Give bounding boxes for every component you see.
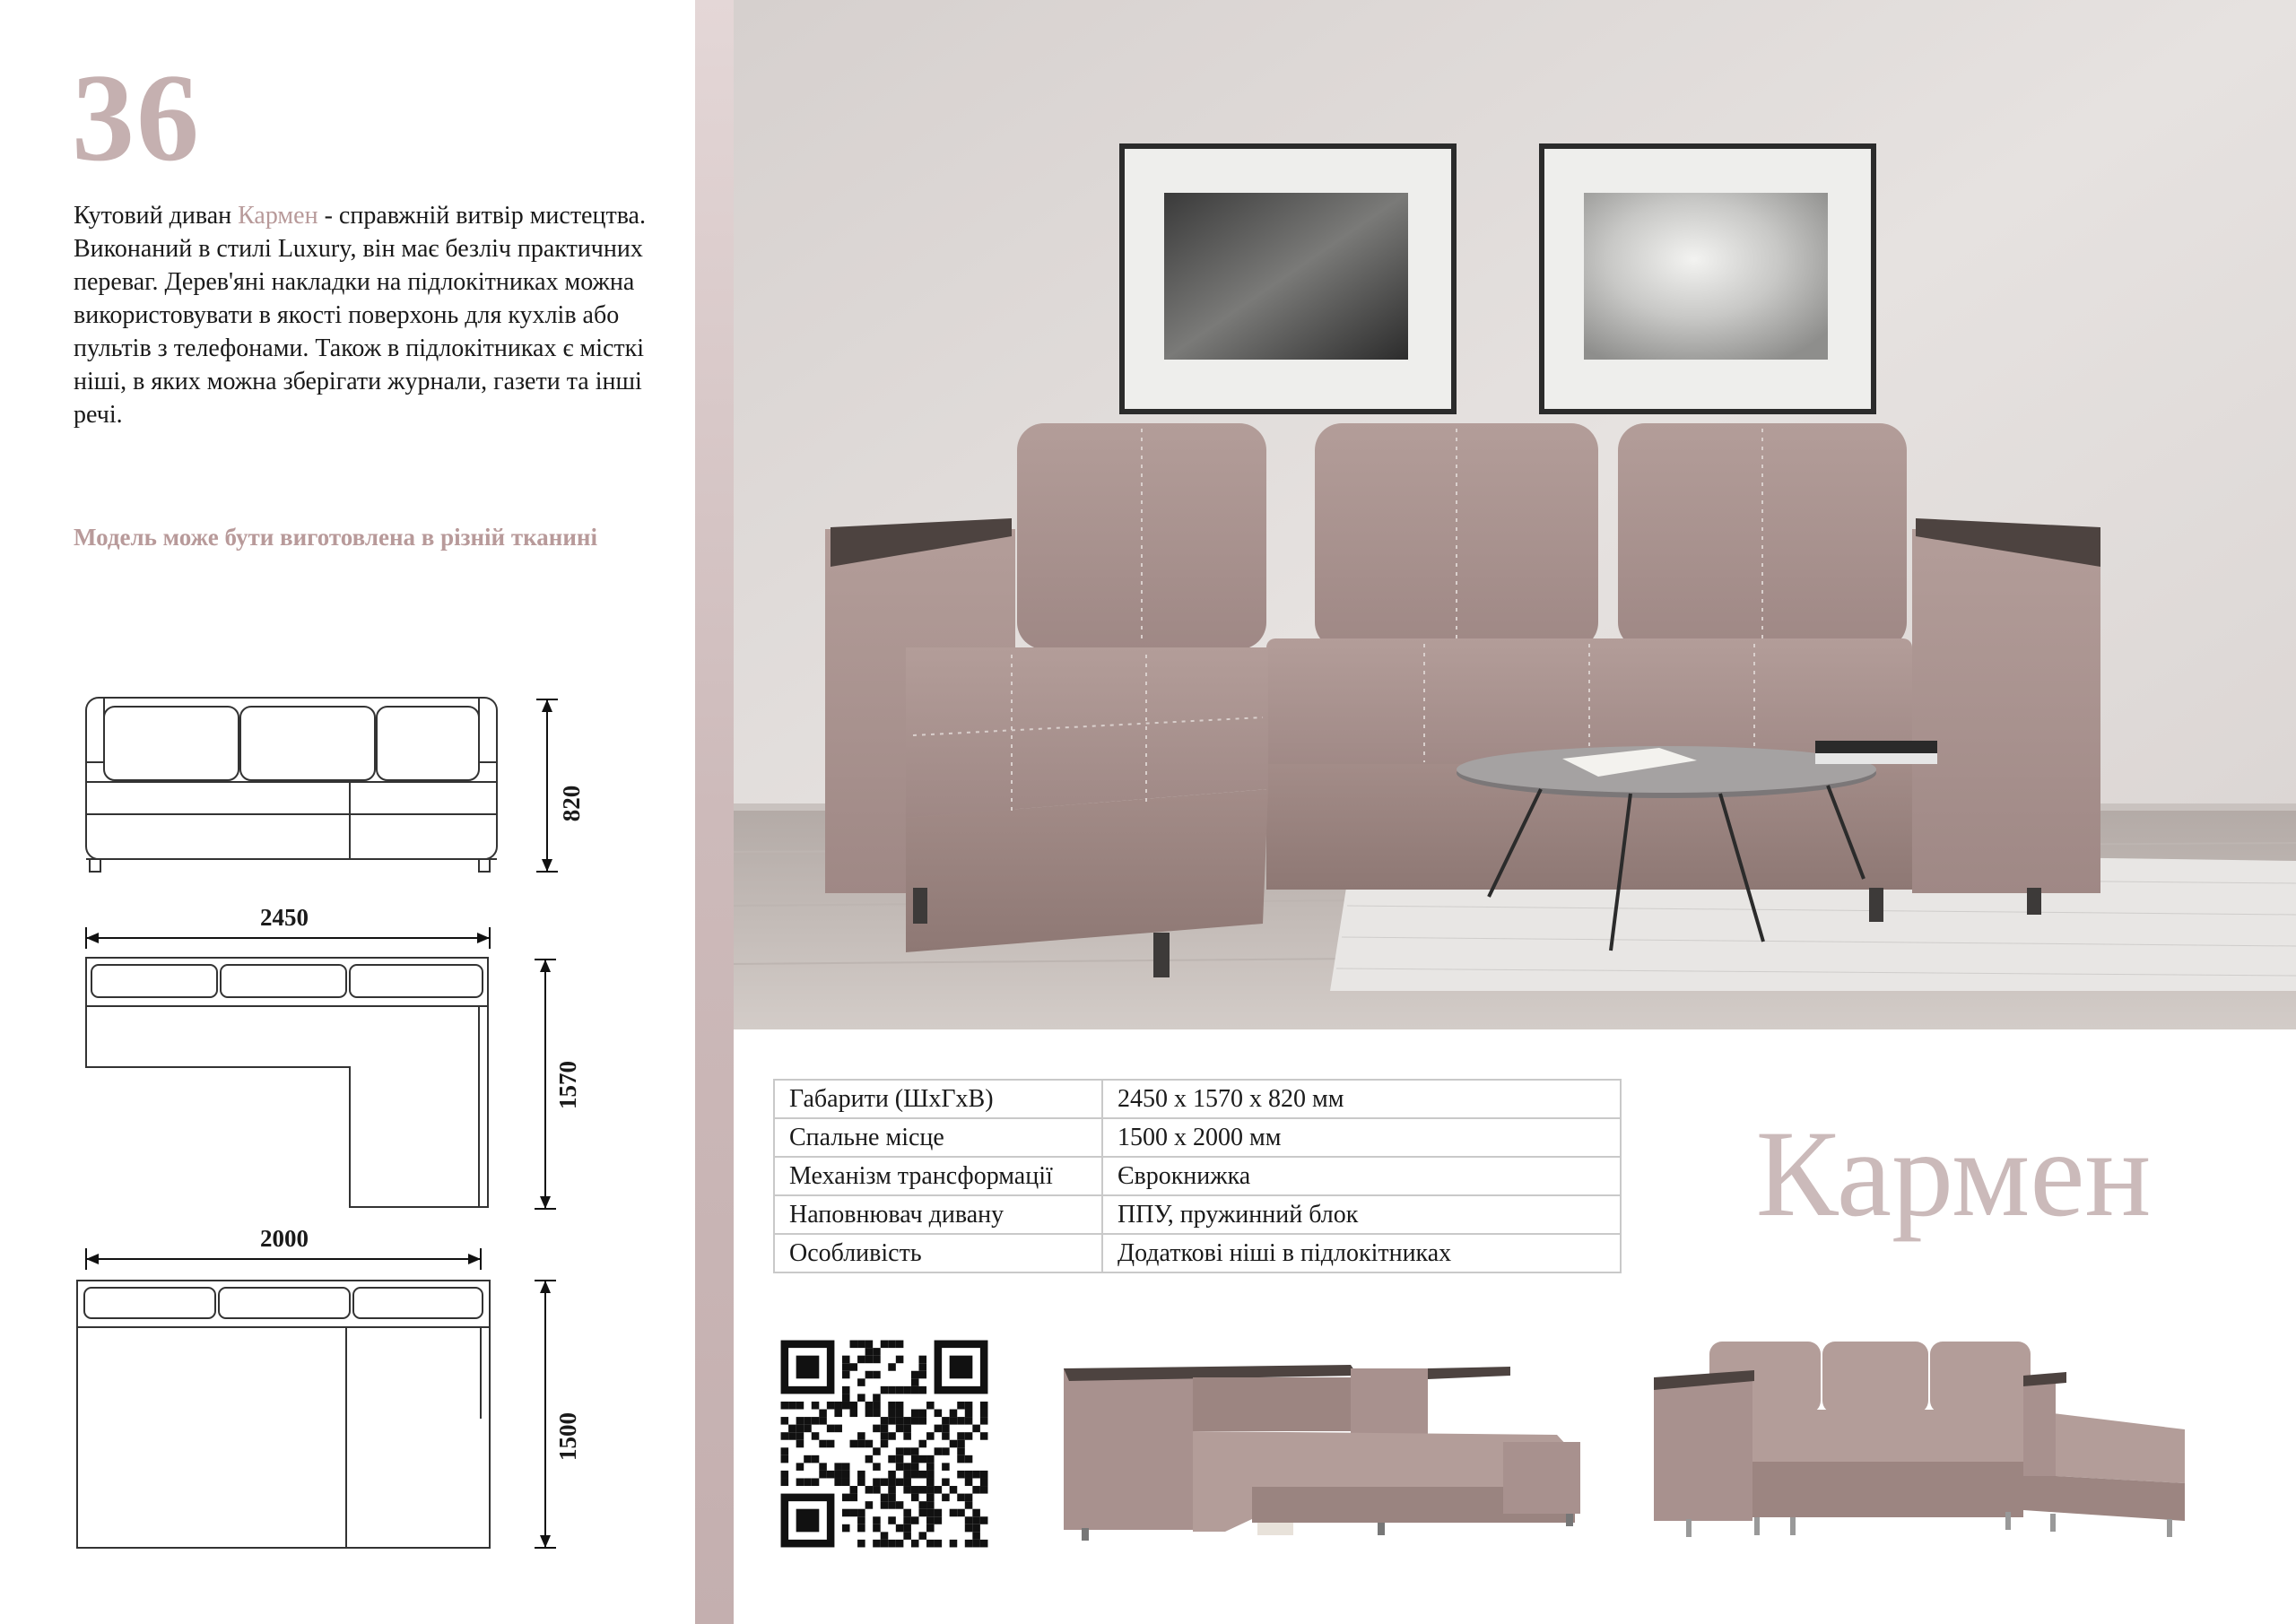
- page-number: 36: [72, 48, 201, 187]
- product-name: Кармен: [1755, 1105, 2152, 1242]
- spec-value: Єврокнижка: [1102, 1157, 1621, 1195]
- top-width-label: 2450: [260, 904, 309, 931]
- table-row: [774, 1195, 1621, 1234]
- spec-value: 2450 х 1570 х 820 мм: [1102, 1080, 1621, 1118]
- spec-label: Механізм трансформації: [774, 1157, 1102, 1195]
- bed-view-drawing: [72, 1221, 581, 1562]
- description: [74, 199, 648, 431]
- decorative-divider: [695, 0, 734, 1624]
- thumbnail-unfolded-sofa: [1055, 1352, 1605, 1550]
- table-row: [774, 1080, 1621, 1118]
- table-row: [774, 1118, 1621, 1157]
- bed-width-label: 2000: [260, 1225, 309, 1252]
- front-view-drawing: [72, 690, 585, 888]
- description-body: - справжній витвір мистецтва. Виконаний в стилі Luxury, він має безліч практичних переваг. Дерев'яні накладки на підлокітниках можна використовувати в якості поверхонь для кухлів або пультів з телефонами. Також в підлокітниках є місткі ніші, в яких можна зберігати журнали, газети та інші речі.: [74, 202, 646, 429]
- thumbnail-corner-sofa: [1647, 1331, 2194, 1550]
- top-depth-label: 1570: [554, 1061, 581, 1109]
- spec-label: Спальне місце: [774, 1118, 1102, 1157]
- left-column: [0, 0, 695, 1624]
- fabric-note: Модель може бути виготовлена в різній тканині: [74, 524, 597, 551]
- spec-value: Додаткові ніші в підлокітниках: [1102, 1234, 1621, 1272]
- qr-code-icon[interactable]: [773, 1333, 996, 1555]
- hero-sofa-photo: [734, 0, 2296, 1029]
- spec-label: Особливість: [774, 1234, 1102, 1272]
- table-row: [774, 1157, 1621, 1195]
- spec-value: ППУ, пружинний блок: [1102, 1195, 1621, 1234]
- description-intro: Кутовий диван: [74, 202, 239, 230]
- front-height-label: 820: [558, 785, 585, 822]
- specs-table: [773, 1079, 1622, 1273]
- description-product-name: Кармен: [238, 202, 318, 230]
- top-view-drawing: [72, 904, 581, 1224]
- spec-value: 1500 х 2000 мм: [1102, 1118, 1621, 1157]
- spec-label: Габарити (ШхГхВ): [774, 1080, 1102, 1118]
- table-row: [774, 1234, 1621, 1272]
- spec-label: Наповнювач дивану: [774, 1195, 1102, 1234]
- bed-length-label: 1500: [554, 1412, 581, 1461]
